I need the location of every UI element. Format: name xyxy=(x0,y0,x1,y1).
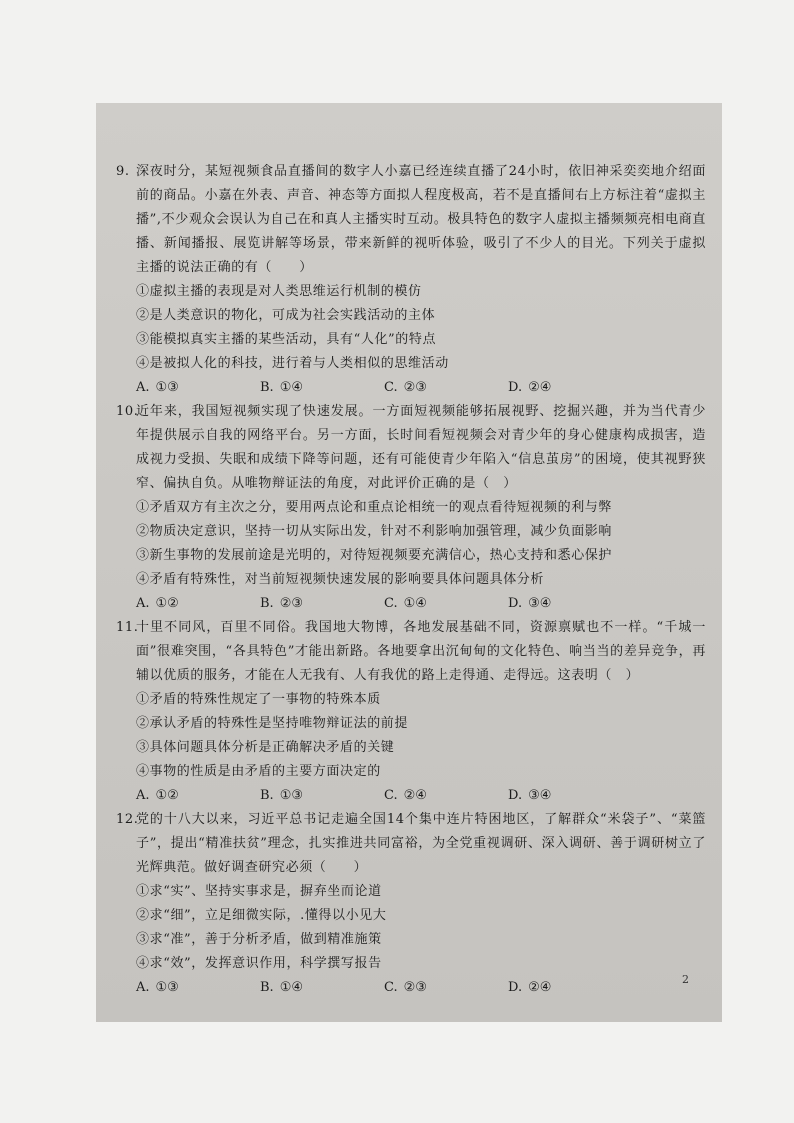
option-d[interactable] xyxy=(508,376,632,400)
answer-options xyxy=(116,976,706,1000)
option-letter: D. xyxy=(508,788,523,803)
option-letter: C. xyxy=(384,788,398,803)
question-10 xyxy=(116,400,706,616)
option-letter: A. xyxy=(136,980,150,995)
statement-3: ③新生事物的发展前途是光明的，对待短视频要充满信心，热心支持和悉心保护 xyxy=(136,548,613,563)
statement-2: ②是人类意识的物化，可成为社会实践活动的主体 xyxy=(136,308,436,323)
answer-options xyxy=(116,376,706,400)
statement-2: ②求“细”，立足细微实际，.懂得以小见大 xyxy=(136,908,387,923)
statement-3: ③求“准”，善于分析矛盾，做到精准施策 xyxy=(136,932,382,947)
question-12 xyxy=(116,808,706,1000)
statement-1: ①矛盾双方有主次之分，要用两点论和重点论相统一的观点看待短视频的利与弊 xyxy=(136,500,613,515)
option-b[interactable] xyxy=(260,784,384,808)
question-text: 十里不同风，百里不同俗。我国地大物博，各地发展基础不同，资源禀赋也不一样。“千城一面”很难突围，“各具特色”才能出新路。各地要拿出沉甸甸的文化特色、响当当的差异竞争，再辅以优质的服务，才能在人无我有、人有我优的路上走得通、走得远。这表明（ ） xyxy=(136,620,706,683)
answer-options xyxy=(116,592,706,616)
question-number: 12. xyxy=(116,812,139,827)
option-text: ①④ xyxy=(279,980,303,995)
option-d[interactable] xyxy=(508,976,632,1000)
question-text: 深夜时分，某短视频食品直播间的数字人小嘉已经连续直播了24小时，依旧神采奕奕地介绍面前的商品。小嘉在外表、声音、神态等方面拟人程度极高，若不是直播间右上方标注着“虚拟主播”,不少观众会误认为自己在和真人主播实时互动。极具特色的数字人虚拟主播频频亮相电商直播、新闻播报、展览讲解等场景，带来新鲜的视听体验，吸引了不少人的目光。下列关于虚拟主播的说法正确的有（ ） xyxy=(136,164,706,275)
option-a[interactable] xyxy=(136,376,260,400)
option-a[interactable] xyxy=(136,592,260,616)
option-b[interactable] xyxy=(260,976,384,1000)
question-text: 党的十八大以来，习近平总书记走遍全国14个集中连片特困地区，了解群众“米袋子”、“菜篮子”，提出“精准扶贫”理念，扎实推进共同富裕，为全党重视调研、深入调研、善于调研树立了光辉典范。做好调查研究必须（ ） xyxy=(136,812,706,875)
option-text: ②③ xyxy=(279,596,303,611)
option-letter: A. xyxy=(136,380,150,395)
option-letter: D. xyxy=(508,980,523,995)
statement-4: ④是被拟人化的科技，进行着与人类相似的思维活动 xyxy=(136,356,449,371)
option-a[interactable] xyxy=(136,784,260,808)
option-letter: D. xyxy=(508,380,523,395)
statement-4: ④求“效”，发挥意识作用，科学撰写报告 xyxy=(136,956,382,971)
statement-1: ①求“实”、坚持实事求是，摒弃坐而论道 xyxy=(136,884,382,899)
option-d[interactable] xyxy=(508,784,632,808)
option-letter: B. xyxy=(260,980,274,995)
option-text: ②③ xyxy=(403,380,427,395)
option-text: ③④ xyxy=(528,596,552,611)
question-number: 10. xyxy=(116,404,139,419)
option-letter: C. xyxy=(384,980,398,995)
option-text: ①④ xyxy=(403,596,427,611)
option-text: ②④ xyxy=(528,380,552,395)
option-letter: B. xyxy=(260,788,274,803)
question-stem xyxy=(116,616,706,688)
question-stem xyxy=(116,400,706,496)
statement-4: ④事物的性质是由矛盾的主要方面决定的 xyxy=(136,764,381,779)
option-text: ②④ xyxy=(528,980,552,995)
option-letter: C. xyxy=(384,596,398,611)
option-letter: A. xyxy=(136,596,150,611)
exam-page xyxy=(96,103,722,1022)
option-text: ①④ xyxy=(279,380,303,395)
option-c[interactable] xyxy=(384,976,508,1000)
question-9 xyxy=(116,160,706,400)
statement-1: ①矛盾的特殊性规定了一事物的特殊本质 xyxy=(136,692,381,707)
option-a[interactable] xyxy=(136,976,260,1000)
statement-2: ②承认矛盾的特殊性是坚持唯物辩证法的前提 xyxy=(136,716,409,731)
option-b[interactable] xyxy=(260,376,384,400)
answer-options xyxy=(116,784,706,808)
statement-3: ③具体问题具体分析是正确解决矛盾的关键 xyxy=(136,740,395,755)
question-number: 9. xyxy=(116,164,130,179)
question-11 xyxy=(116,616,706,808)
option-letter: B. xyxy=(260,380,274,395)
statement-3: ③能模拟真实主播的某些活动，具有“人化”的特点 xyxy=(136,332,437,347)
question-text: 近年来，我国短视频实现了快速发展。一方面短视频能够拓展视野、挖掘兴趣，并为当代青少年提供展示自我的网络平台。另一方面，长时间看短视频会对青少年的身心健康构成损害，造成视力受损、失眠和成绩下降等问题，还有可能使青少年陷入“信息茧房”的困境，使其视野狭窄、偏执自负。从唯物辩证法的角度，对此评价正确的是（ ） xyxy=(136,404,706,491)
option-c[interactable] xyxy=(384,376,508,400)
option-text: ②④ xyxy=(403,788,427,803)
option-c[interactable] xyxy=(384,592,508,616)
option-text: ①③ xyxy=(155,380,179,395)
option-text: ①② xyxy=(155,788,179,803)
question-number: 11. xyxy=(116,620,139,635)
question-stem xyxy=(116,808,706,880)
statement-4: ④矛盾有特殊性，对当前短视频快速发展的影响要具体问题具体分析 xyxy=(136,572,545,587)
option-text: ①③ xyxy=(155,980,179,995)
option-text: ①② xyxy=(155,596,179,611)
option-letter: A. xyxy=(136,788,150,803)
option-letter: C. xyxy=(384,380,398,395)
statement-2: ②物质决定意识，坚持一切从实际出发，针对不利影响加强管理，减少负面影响 xyxy=(136,524,613,539)
question-stem xyxy=(116,160,706,280)
option-letter: D. xyxy=(508,596,523,611)
option-c[interactable] xyxy=(384,784,508,808)
option-text: ①③ xyxy=(279,788,303,803)
option-text: ③④ xyxy=(528,788,552,803)
option-b[interactable] xyxy=(260,592,384,616)
option-d[interactable] xyxy=(508,592,632,616)
page-number: 2 xyxy=(682,973,689,986)
statement-1: ①虚拟主播的表现是对人类思维运行机制的模仿 xyxy=(136,284,422,299)
option-text: ②③ xyxy=(403,980,427,995)
option-letter: B. xyxy=(260,596,274,611)
question-list xyxy=(116,160,706,1000)
